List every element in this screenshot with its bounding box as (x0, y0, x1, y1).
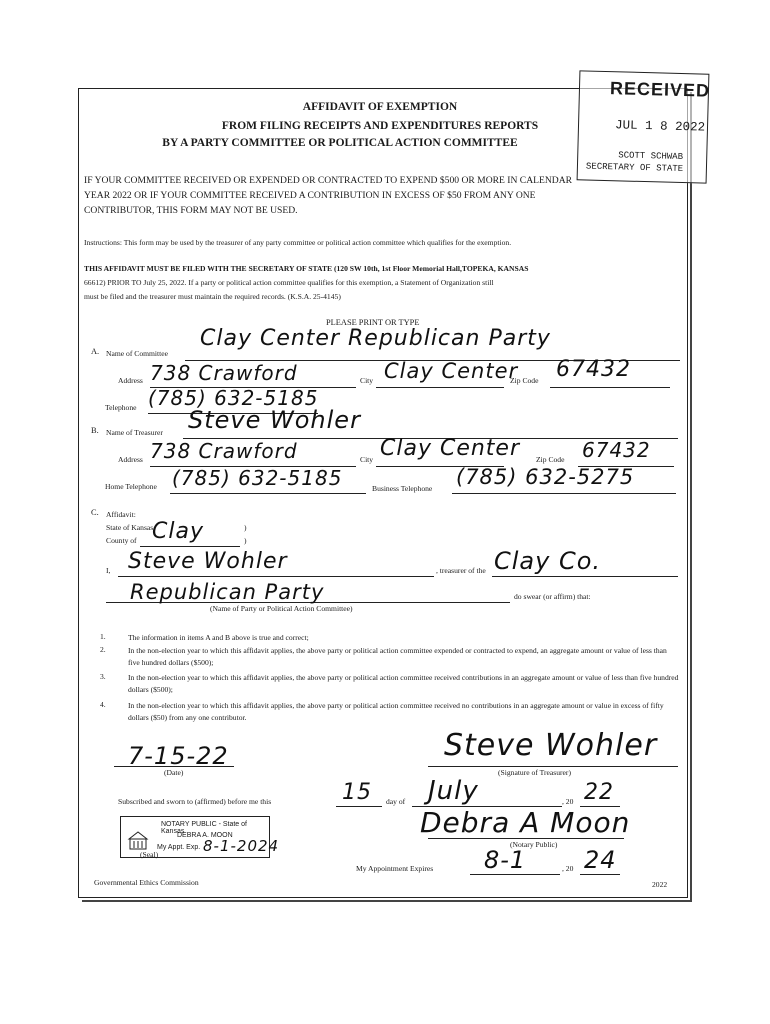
date-value: 7-15-22 (128, 742, 229, 770)
i-line (118, 576, 434, 577)
title-line-2: FROM FILING RECEIPTS AND EXPENDITURES REPORTS (221, 120, 539, 132)
swear-label: do swear (or affirm) that: (514, 592, 591, 601)
seal-line-2: DEBRA A. MOON (177, 832, 233, 839)
a-city-value: Clay Center (384, 359, 519, 383)
i-label: I, (106, 566, 111, 575)
b-zip-value: 67432 (582, 438, 651, 462)
statement-text: In the non-election year to which this affidavit applies, the above party or political action committee expended or contracted to expend, an aggregate amount or value of less than five hundred dollars ($500); (128, 646, 667, 667)
statement-text: The information in items A and B above is true and correct; (128, 633, 309, 642)
seal-label: (Seal) (140, 850, 159, 859)
a-zip-label: Zip Code (510, 376, 539, 385)
b-home-phone-label: Home Telephone (105, 482, 157, 491)
statement-text: In the non-election year to which this affidavit applies, the above party or political action committee received contributions in an aggregate amount or value of less than five hundred dollars ($500); (128, 673, 679, 694)
filing-notice-line-1: THIS AFFIDAVIT MUST BE FILED WITH THE SECRETARY OF STATE (120 SW 10th, 1st Floor Memorial Hall,TOPEKA, KANSAS (84, 264, 529, 273)
day-of-label: day of (386, 797, 406, 806)
treasurer-signature: Steve Wohler (444, 728, 658, 763)
committee-name-label: Name of Committee (106, 349, 168, 358)
party-caption: (Name of Party or Political Action Committee) (210, 604, 353, 613)
expires-year-line (580, 874, 620, 875)
treasurer-signature-label: (Signature of Treasurer) (498, 768, 571, 777)
county-line (140, 546, 240, 547)
statement-text: In the non-election year to which this affidavit applies, the above party or political action committee received no contributions in an aggregate amount or value in excess of fifty dollars ($50) from any one contributor. (128, 701, 664, 722)
expires-year-prefix: , 20 (562, 864, 574, 873)
filing-notice-line-2: 66612) PRIOR TO July 25, 2022. If a party or political action committee qualifies for this exemption, a Statement of Organization still (84, 278, 494, 287)
a-address-label: Address (118, 376, 143, 385)
committee-name-value: Clay Center Republican Party (200, 326, 551, 351)
print-note: PLEASE PRINT OR TYPE (326, 318, 420, 327)
expires-value: 8-1 (484, 846, 527, 874)
title-line-3: BY A PARTY COMMITTEE OR POLITICAL ACTION COMMITTEE (162, 137, 518, 149)
b-home-phone-line (170, 493, 366, 494)
b-home-phone-value: (785) 632-5185 (172, 466, 343, 490)
day-line (336, 806, 382, 807)
section-b-letter: B. (91, 426, 99, 435)
affidavit-label: Affidavit: (106, 510, 136, 519)
statement-number: 4. (100, 700, 106, 709)
expires-line (470, 874, 560, 875)
party-value: Republican Party (130, 580, 325, 604)
instructions: Instructions: This form may be used by the treasurer of any party committee or political action committee which qualifies for the exemption. (84, 238, 512, 247)
title-line-1: AFFIDAVIT OF EXEMPTION (302, 101, 458, 113)
b-address-label: Address (118, 455, 143, 464)
footer-right: 2022 (652, 880, 668, 889)
county-label: County of (106, 536, 137, 545)
treasurer-of-value: Clay Co. (494, 547, 602, 575)
notary-signature-line (428, 838, 624, 839)
day-value: 15 (342, 780, 372, 805)
a-phone-label: Telephone (105, 403, 137, 412)
year-prefix: , 20 (562, 797, 574, 806)
stamp-date: JUL 1 8 2022 (614, 118, 706, 135)
treasurer-name-label: Name of Treasurer (106, 428, 163, 437)
state-paren: ) (244, 523, 247, 532)
a-zip-value: 67432 (556, 357, 631, 382)
statement-number: 2. (100, 645, 106, 654)
i-value: Steve Wohler (128, 549, 288, 574)
year-value: 22 (584, 780, 614, 805)
statement-number: 3. (100, 672, 106, 681)
a-phone-value: (785) 632-5185 (148, 386, 319, 410)
warning-line-3: CONTRIBUTOR, THIS FORM MAY NOT BE USED. (84, 205, 298, 216)
b-city-label: City (360, 455, 374, 464)
section-a-letter: A. (91, 347, 100, 356)
treasurer-signature-line (428, 766, 678, 767)
seal-exp-value: 8-1-2024 (203, 837, 280, 855)
seal-line-1: NOTARY PUBLIC - State of Kansas (161, 821, 247, 835)
warning-line-2: YEAR 2022 OR IF YOUR COMMITTEE RECEIVED A CONTRIBUTION IN EXCESS OF $50 FROM ANY ONE (84, 190, 536, 201)
a-city-label: City (360, 376, 374, 385)
b-business-phone-value: (785) 632-5275 (456, 465, 635, 489)
treasurer-name-value: Steve Wohler (188, 406, 361, 434)
warning-line-1: IF YOUR COMMITTEE RECEIVED OR EXPENDED OR CONTRACTED TO EXPEND $500 OR MORE IN CALENDAR (84, 175, 573, 186)
statement-number: 1. (100, 632, 106, 641)
b-address-value: 738 Crawford (150, 439, 298, 463)
notary-label: (Notary Public) (510, 840, 558, 849)
treasurer-of-line (492, 576, 678, 577)
state-label: State of Kansas (106, 523, 154, 532)
expires-label: My Appointment Expires (356, 864, 434, 873)
seal-building-icon (127, 829, 149, 851)
notary-signature: Debra A Moon (420, 806, 631, 839)
month-value: July (428, 776, 479, 806)
filing-notice-line-3: must be filed and the treasurer must maintain the required records. (K.S.A. 25-4145) (84, 292, 341, 301)
a-city-line (376, 387, 504, 388)
a-address-value: 738 Crawford (150, 361, 298, 385)
footer-left: Governmental Ethics Commission (94, 878, 199, 887)
stamp-name: SCOTT SCHWAB (618, 150, 684, 163)
stamp-office: SECRETARY OF STATE (585, 161, 684, 175)
date-line (114, 766, 234, 767)
county-paren: ) (244, 536, 247, 545)
b-business-phone-line (452, 493, 676, 494)
seal-line-3: My Appt. Exp. (157, 844, 201, 851)
section-c-letter: C. (91, 508, 99, 517)
stamp-received-text: RECEIVED (609, 78, 711, 101)
treasurer-of-label: , treasurer of the (436, 566, 486, 575)
b-business-phone-label: Business Telephone (372, 484, 433, 493)
b-zip-label: Zip Code (536, 455, 565, 464)
expires-year-value: 24 (584, 846, 617, 874)
a-zip-line (550, 387, 670, 388)
date-label: (Date) (164, 768, 184, 777)
subscribed-label: Subscribed and sworn to (affirmed) before me this (118, 797, 272, 806)
county-value: Clay (152, 519, 204, 544)
b-city-value: Clay Center (380, 436, 521, 461)
